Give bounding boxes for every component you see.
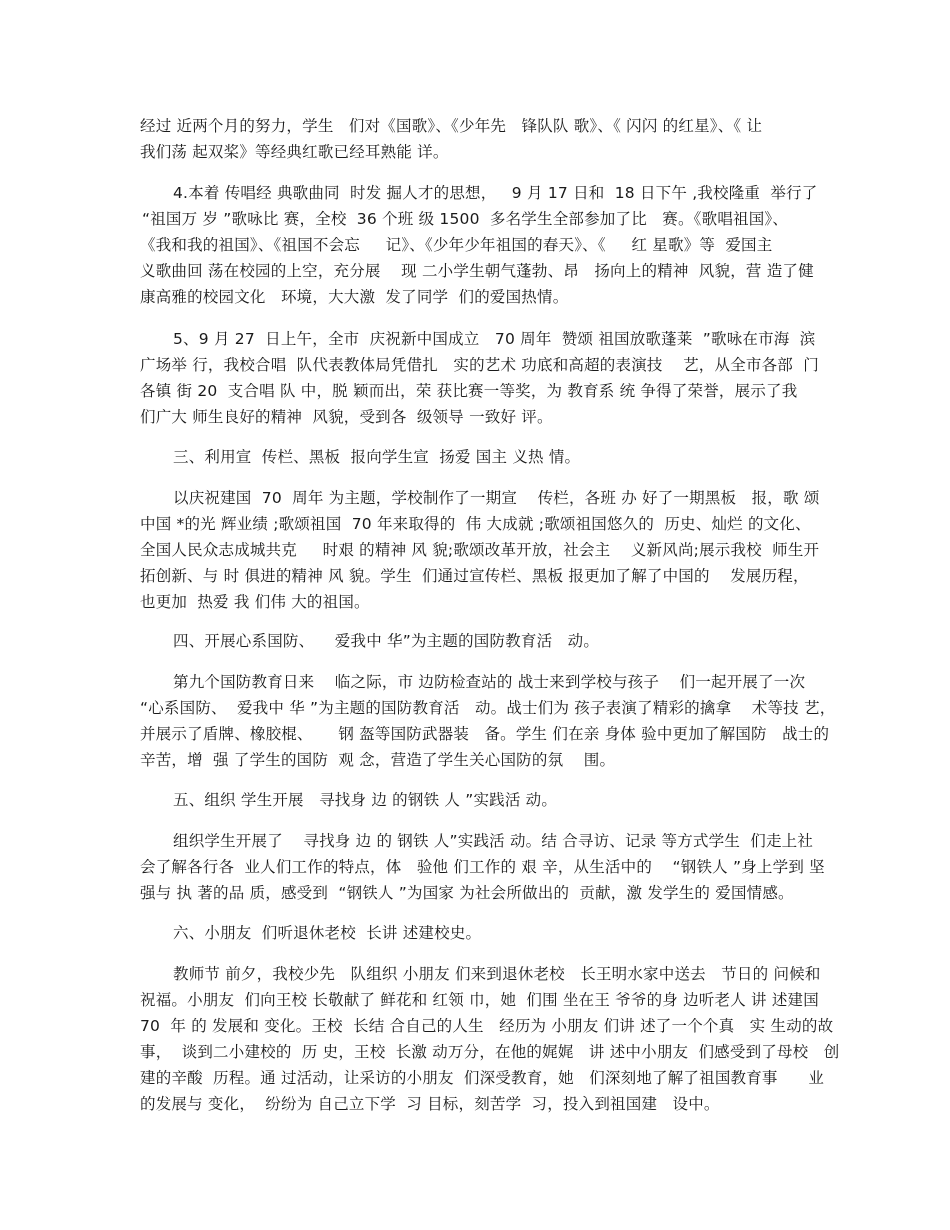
text-line: 会了解各行各 业人们工作的特点，体 验他 们工作的 艰 辛，从生活中的 “钢铁人 ”身上学到 坚 <box>140 858 825 876</box>
text-line: 各镇 街 20 支合唱 队 中，脱 颖而出，荣 获比赛一等奖，为 教育系 统 争得了荣誉，展示了我 <box>140 382 798 400</box>
text-line: 建的辛酸 历程。通 过活动，让采访的小朋友 们深受教育，她 们深刻地了解了祖国教育事 业 <box>140 1069 825 1087</box>
text-line: 70 年 的 发展和 变化。王校 长结 合自己的人生 经历为 小朋友 们讲 述了一个个真 实 生动的故 <box>140 1017 834 1035</box>
text-line: “祖国万 岁 ”歌咏比 赛，全校 36 个班 级 1500 多名学生全部参加了比 赛。《歌唱祖国》、 <box>142 210 789 228</box>
text-line: 广场举 行，我校合唱 队代表教体局凭借扎 实的艺术 功底和高超的表演技 艺，从全市各部 门 <box>140 356 819 374</box>
section-heading: 五、组织 学生开展 寻找身 边 的钢铁 人 ”实践活 动。 <box>173 791 558 809</box>
text-line: 5、9 月 27 日上午，全市 庆祝新中国成立 70 周年 赞颂 祖国放歌蓬莱 ”歌咏在市海 滨 <box>173 330 816 348</box>
text-line: 们广大 师生良好的精神 风貌，受到各 级领导 一致好 评。 <box>140 408 553 426</box>
text-line: 经过 近两个月的努力，学生 们对《国歌》、《少年先 锋队队 歌》、《 闪闪 的红星》、《 让 <box>140 117 763 135</box>
text-line: 我们荡 起双桨》等经典红歌已经耳熟能 详。 <box>140 143 449 161</box>
text-line: 拓创新、与 时 俱进的精神 风 貌。学生 们通过宣传栏、黑板 报更加了解了中国的 发展历程， <box>140 567 809 585</box>
text-line: 辛苦，增 强 了学生的国防 观 念，营造了学生关心国防的氛 围。 <box>140 751 616 769</box>
text-line: 中国 *的光 辉业绩 ;歌颂祖国 70 年来取得的 伟 大成就 ;歌颂祖国悠久的 历史、灿烂 的文化、 <box>140 515 811 533</box>
text-line: 义歌曲回 荡在校园的上空，充分展 现 二小学生朝气蓬勃、昂 扬向上的精神 风貌，营 造了健 <box>140 262 814 280</box>
text-line: 全国人民众志成城共克 时艰 的精神 风 貌;歌颂改革开放，社会主 义新风尚;展示我校 师生开 <box>140 541 820 559</box>
text-line: 事， 谈到二小建校的 历 史，王校 长激 动万分，在他的娓娓 讲 述中小朋友 们感受到了母校 创 <box>140 1043 840 1061</box>
text-line: 祝福。小朋友 们向王校 长敬献了 鲜花和 红领 巾，她 们围 坐在王 爷爷的身 边听老人 讲 述建国 <box>140 991 819 1009</box>
section-heading: 四、开展心系国防、 爱我中 华”为主题的国防教育活 动。 <box>173 632 600 650</box>
text-line: 并展示了盾牌、橡胶棍、 钢 盔等国防武器装 备。学生 们在亲 身体 验中更加了解国防 战士的 <box>140 725 830 743</box>
text-line: 的发展与 变化， 纷纷为 自己立下学 习 目标，刻苦学 习，投入到祖国建 设中。 <box>140 1095 720 1113</box>
text-line: “心系国防、 爱我中 华 ”为主题的国防教育活 动。战士们为 孩子表演了精彩的擒拿 术等技 艺， <box>140 699 836 717</box>
section-heading: 六、小朋友 们听退休老校 长讲 述建校史。 <box>173 924 482 942</box>
text-line: 以庆祝建国 70 周年 为主题，学校制作了一期宣 传栏，各班 办 好了一期黑板 报，歌 颂 <box>173 489 820 507</box>
text-line: 康高雅的校园文化 环境，大大激 发了同学 们的爱国热情。 <box>140 288 569 306</box>
text-line: 第九个国防教育日来 临之际，市 边防检查站的 战士来到学校与孩子 们一起开展了一次 <box>173 673 806 691</box>
text-line: 4.本着 传唱经 典歌曲同 时发 掘人才的思想， 9 月 17 日和 18 日下午 ,我校隆重 举行了 <box>173 184 818 202</box>
text-line: 强与 执 著的品 质，感受到 “钢铁人 ”为国家 为社会所做出的 贡献，激 发学生的 爱国情感。 <box>140 884 794 902</box>
text-line: 组织学生开展了 寻找身 边 的 钢铁 人”实践活 动。结 合寻访、记录 等方式学生 们走上社 <box>173 832 814 850</box>
text-line: 《我和我的祖国》、《祖国不会忘 记》、《少年少年祖国的春天》、《 红 星歌》等 爱国主 <box>140 236 773 254</box>
section-heading: 三、利用宣 传栏、黑板 报向学生宣 扬爱 国主 义热 情。 <box>173 448 581 466</box>
text-line: 教师节 前夕，我校少先 队组织 小朋友 们来到退休老校 长王明水家中送去 节日的 问候和 <box>173 965 821 983</box>
text-line: 也更加 热爱 我 们伟 大的祖国。 <box>140 593 370 611</box>
